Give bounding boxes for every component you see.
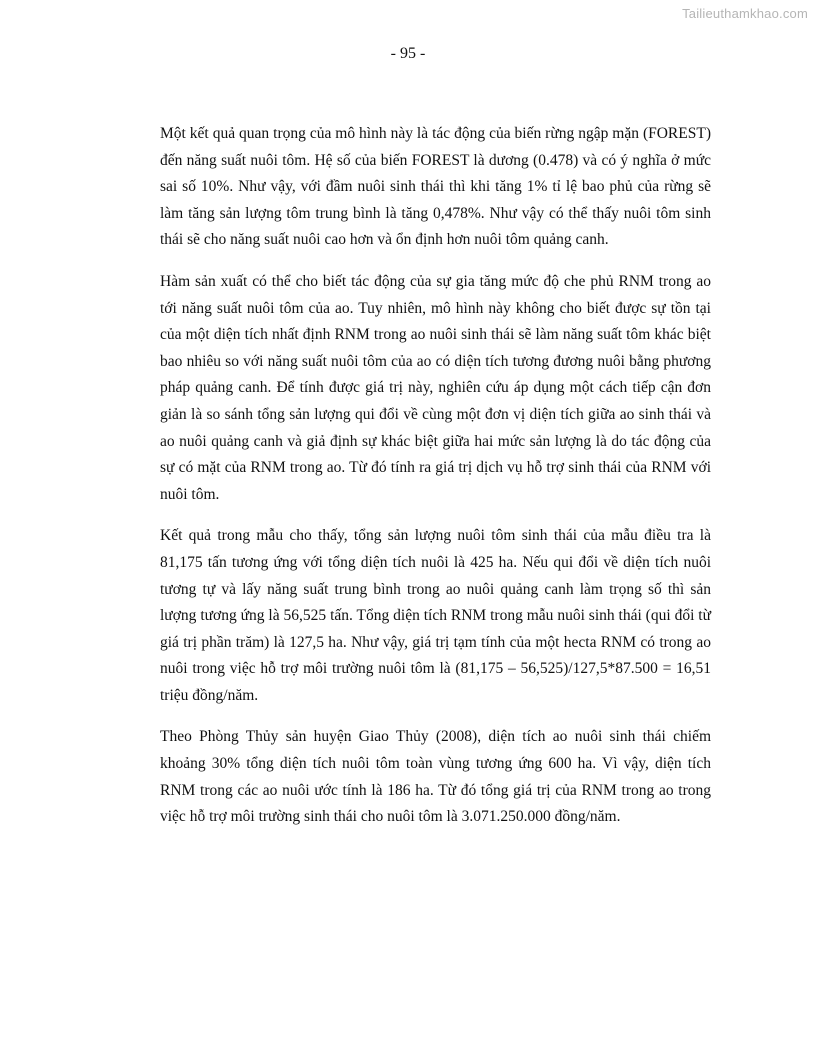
paragraph-forest-effect: Một kết quả quan trọng của mô hình này là tác động của biến rừng ngập mặn (FOREST) đến năng suất nuôi tôm. Hệ số của biến FOREST là dương (0.478) và có ý nghĩa ở mức sai số 10%. Như vậy, với đầm nuôi sinh thái thì khi tăng 1% tỉ lệ bao phủ của rừng sẽ làm tăng sản lượng tôm trung bình là tăng 0,478%. Như vậy có thể thấy nuôi tôm sinh thái sẽ cho năng suất nuôi cao hơn và ổn định hơn nuôi tôm quảng canh. — [160, 125, 711, 249]
document-body — [160, 121, 711, 846]
paragraph-total-value: Theo Phòng Thủy sản huyện Giao Thủy (2008), diện tích ao nuôi sinh thái chiếm khoảng 30% tổng diện tích nuôi tôm toàn vùng tương ứng 600 ha. Vì vậy, diện tích RNM trong các ao nuôi ước tính là 186 ha. Từ đó tổng giá trị của RNM trong ao trong việc hỗ trợ môi trường sinh thái cho nuôi tôm là 3.071.250.000 đồng/năm. — [160, 728, 711, 826]
page-number: - 95 - — [390, 45, 426, 62]
watermark: Tailieuthamkhao.com — [682, 6, 808, 21]
paragraph-sample-results: Kết quả trong mẫu cho thấy, tổng sản lượng nuôi tôm sinh thái của mẫu điều tra là 81,175 tấn tương ứng với tổng diện tích nuôi là 425 ha. Nếu qui đổi về diện tích nuôi tương tự và lấy năng suất trung bình trong ao nuôi quảng canh làm trọng số thì sản lượng tương ứng là 56,525 tấn. Tổng diện tích RNM trong mẫu nuôi sinh thái (qui đổi từ giá trị phần trăm) là 127,5 ha. Như vậy, giá trị tạm tính của một hecta RNM có trong ao nuôi trong việc hỗ trợ môi trường nuôi tôm là (81,175 – 56,525)/127,5*87.500 = 16,51 triệu đồng/năm. — [160, 527, 711, 704]
paragraph-production-function: Hàm sản xuất có thể cho biết tác động của sự gia tăng mức độ che phủ RNM trong ao tới năng suất nuôi tôm của ao. Tuy nhiên, mô hình này không cho biết được sự tồn tại của một diện tích nhất định RNM trong ao nuôi sinh thái sẽ làm năng suất tôm khác biệt bao nhiêu so với năng suất nuôi tôm của ao có diện tích tương đương nuôi bằng phương pháp quảng canh. Để tính được giá trị này, nghiên cứu áp dụng một cách tiếp cận đơn giản là so sánh tổng sản lượng qui đổi về cùng một đơn vị diện tích giữa ao sinh thái và ao nuôi quảng canh và giả định sự khác biệt giữa hai mức sản lượng là do tác động của sự có mặt của RNM trong ao. Từ đó tính ra giá trị dịch vụ hỗ trợ sinh thái của RNM với nuôi tôm. — [160, 272, 711, 503]
